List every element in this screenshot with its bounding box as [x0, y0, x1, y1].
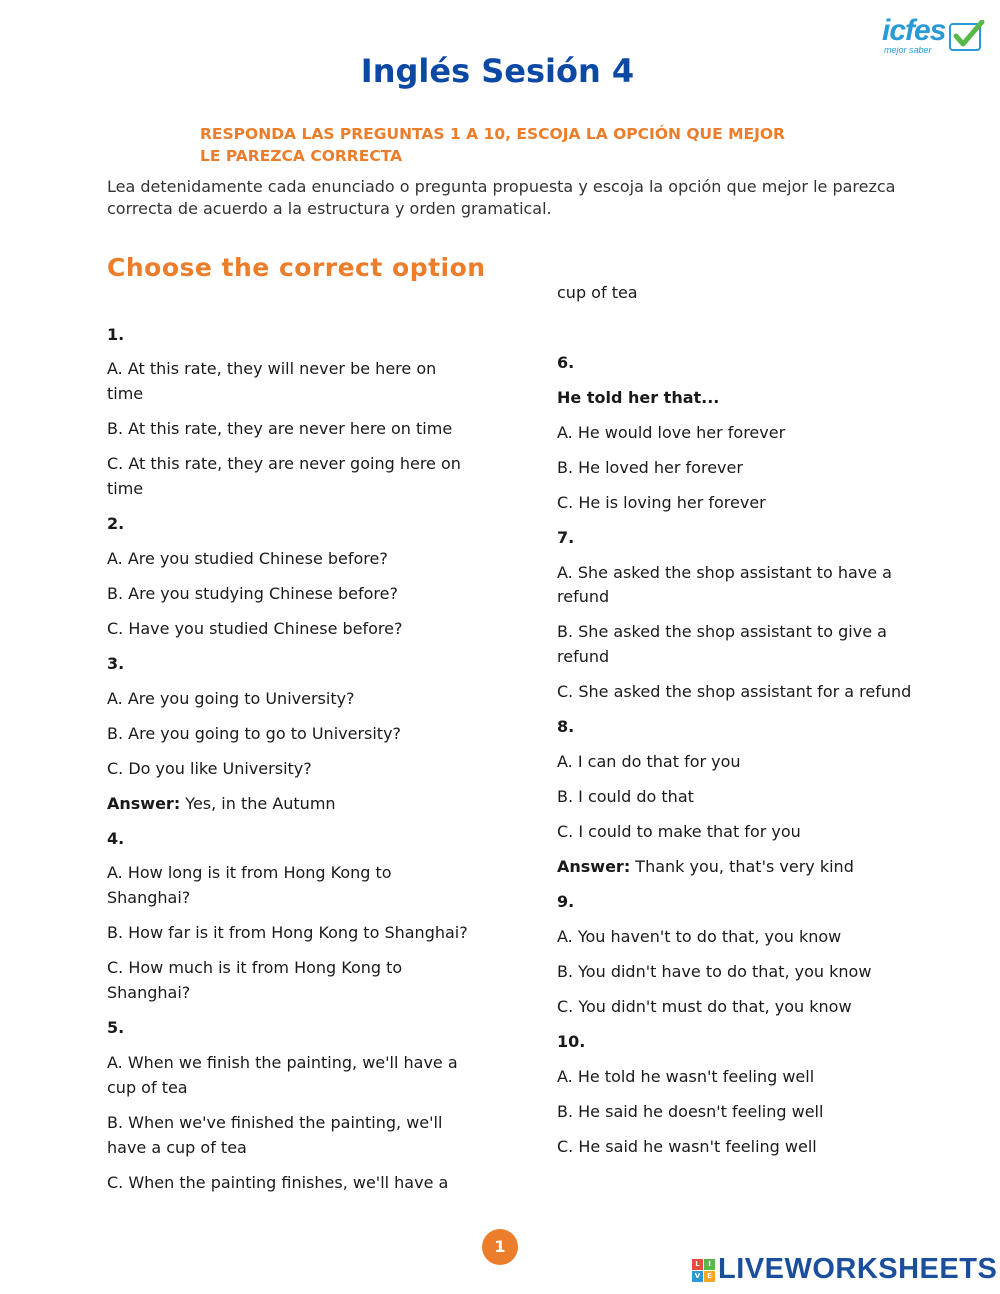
answer-text: Thank you, that's very kind	[630, 857, 854, 876]
answer-label: Answer:	[557, 857, 631, 876]
option-text: C. I could to make that for you	[557, 822, 801, 841]
option-text: A. He would love her forever	[557, 423, 786, 442]
page-title: Inglés Sesión 4	[360, 52, 635, 90]
answer-line	[557, 855, 854, 879]
option-text: C. She asked the shop assistant for a refund	[557, 682, 912, 701]
option-text: A. I can do that for you	[557, 752, 741, 771]
question-number: 8.	[557, 717, 575, 736]
brand-block: L	[692, 1259, 703, 1270]
option-text: B. When we've finished the painting, we'll	[107, 1113, 443, 1132]
option-text: C. How much is it from Hong Kong to	[107, 958, 403, 977]
option-text: A. She asked the shop assistant to have a	[557, 563, 892, 582]
section-heading: Choose the correct option	[107, 253, 486, 282]
brand-text: LIVEWORKSHEETS	[718, 1253, 998, 1285]
option-text: B. She asked the shop assistant to give a	[557, 622, 887, 641]
option-text: A. How long is it from Hong Kong to	[107, 863, 392, 882]
option-text: A. At this rate, they will never be here on	[107, 359, 437, 378]
page-number: 1	[482, 1229, 518, 1265]
question-number: 5.	[107, 1018, 125, 1037]
intro-line: Lea detenidamente cada enunciado o pregunta propuesta y escoja la opción que mejor le parezca	[107, 177, 896, 196]
option-text: Shanghai?	[107, 888, 191, 907]
question-number: 7.	[557, 528, 575, 547]
option-text: C. At this rate, they are never going here on	[107, 454, 461, 473]
instructions	[200, 123, 840, 167]
icfes-logo	[880, 14, 988, 54]
answer-line	[107, 792, 336, 816]
instructions-line: RESPONDA LAS PREGUNTAS 1 A 10, ESCOJA LA OPCIÓN QUE MEJOR	[200, 125, 785, 143]
brand-blocks-icon	[692, 1259, 716, 1283]
option-text: B. At this rate, they are never here on time	[107, 419, 453, 438]
option-text: have a cup of tea	[107, 1138, 247, 1157]
option-text: A. He told he wasn't feeling well	[557, 1067, 815, 1086]
option-text: B. He loved her forever	[557, 458, 743, 477]
option-text: C. He said he wasn't feeling well	[557, 1137, 817, 1156]
option-text: B. He said he doesn't feeling well	[557, 1102, 824, 1121]
option-text: A. You haven't to do that, you know	[557, 927, 842, 946]
option-text: B. How far is it from Hong Kong to Shanghai?	[107, 923, 468, 942]
option-text: C. He is loving her forever	[557, 493, 766, 512]
question-number: 6.	[557, 353, 575, 372]
option-text: Shanghai?	[107, 983, 191, 1002]
instructions-line: LE PAREZCA CORRECTA	[200, 147, 403, 165]
option-text: C. Have you studied Chinese before?	[107, 619, 403, 638]
option-text: cup of tea	[107, 1078, 188, 1097]
option-text: refund	[557, 587, 610, 606]
option-text: B. Are you going to go to University?	[107, 724, 402, 743]
question-number: 3.	[107, 654, 125, 673]
question-number: 9.	[557, 892, 575, 911]
brand-block: V	[692, 1271, 703, 1282]
option-text: time	[107, 479, 144, 498]
intro-paragraph	[107, 176, 907, 220]
brand-block: E	[704, 1271, 715, 1282]
question-number: 1.	[107, 325, 125, 344]
option-text: A. When we finish the painting, we'll have a	[107, 1053, 458, 1072]
option-text: refund	[557, 647, 610, 666]
logo-subtext: mejor saber	[884, 45, 932, 55]
option-text: B. I could do that	[557, 787, 694, 806]
option-text: C. Do you like University?	[107, 759, 312, 778]
brand-block: I	[704, 1259, 715, 1270]
option-text: A. Are you going to University?	[107, 689, 355, 708]
answer-label: Answer:	[107, 794, 181, 813]
logo-wordmark: icfes	[882, 14, 946, 47]
question-number: 4.	[107, 829, 125, 848]
option-text: B. You didn't have to do that, you know	[557, 962, 872, 981]
checkmark-icon	[948, 20, 986, 52]
question-number: 10.	[557, 1032, 586, 1051]
option-text: cup of tea	[557, 283, 638, 302]
question-number: 2.	[107, 514, 125, 533]
answer-text: Yes, in the Autumn	[180, 794, 336, 813]
option-text: time	[107, 384, 144, 403]
option-text: C. You didn't must do that, you know	[557, 997, 852, 1016]
question-number: He told her that...	[557, 388, 720, 407]
option-text: B. Are you studying Chinese before?	[107, 584, 398, 603]
option-text: C. When the painting finishes, we'll have a	[107, 1173, 449, 1192]
intro-line: correcta de acuerdo a la estructura y orden gramatical.	[107, 199, 552, 218]
option-text: A. Are you studied Chinese before?	[107, 549, 388, 568]
